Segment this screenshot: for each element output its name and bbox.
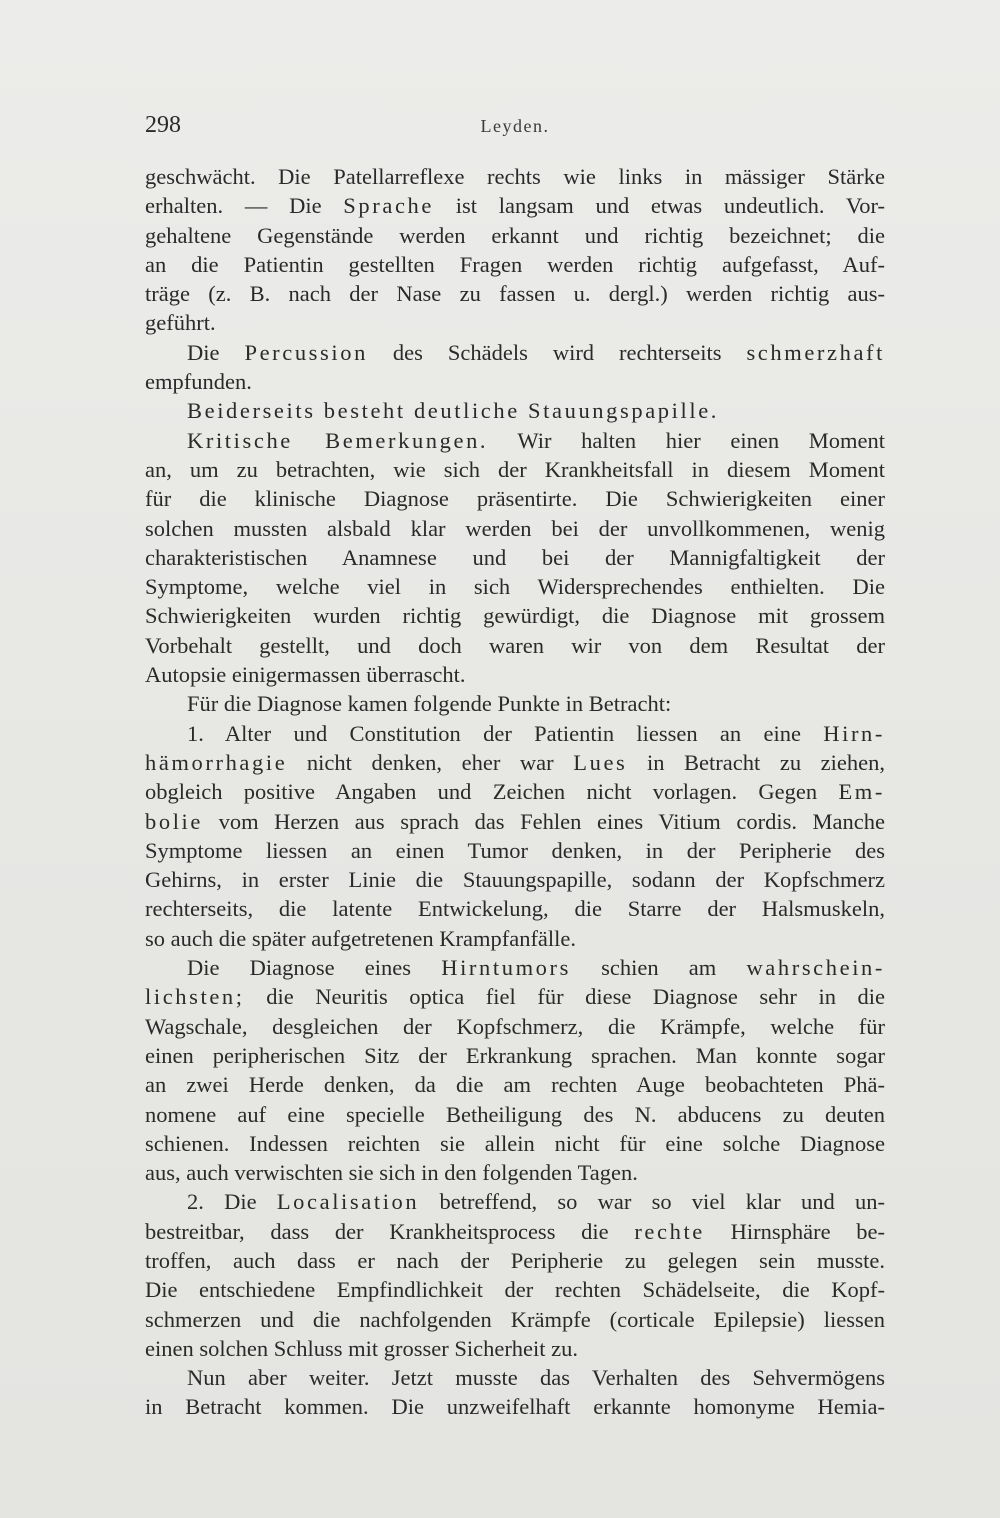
text-segment: Schwierigkeiten wurden richtig gewürdigt, die Diagnose mit grossem	[145, 603, 885, 629]
text-line	[145, 689, 885, 718]
text-line	[145, 455, 885, 484]
text-line	[145, 894, 885, 923]
text-segment: für die klinische Diagnose präsentirte. Die Schwierigkeiten einer	[145, 486, 885, 512]
spaced-emphasis: Sprache	[343, 193, 434, 219]
text-segment: 2. Die	[187, 1189, 277, 1215]
spaced-emphasis: bolie	[145, 808, 203, 834]
spaced-emphasis: lichsten;	[145, 984, 245, 1010]
text-segment: charakteristischen Anamnese und bei der Mannigfaltigkeit der	[145, 544, 885, 570]
text-line	[145, 1041, 885, 1070]
text-segment: gehaltene Gegenstände werden erkannt und richtig bezeichnet; die	[145, 222, 885, 248]
text-line	[145, 777, 885, 806]
text-line	[145, 191, 885, 220]
text-line	[145, 1392, 885, 1421]
text-segment: des Schädels wird rechterseits	[367, 339, 747, 365]
text-segment: an die Patientin gestellten Fragen werden richtig aufgefasst, Auf-	[145, 251, 885, 277]
text-segment: empfunden.	[145, 369, 252, 395]
text-segment: obgleich positive Angaben und Zeichen nicht vorlagen. Gegen	[145, 779, 839, 805]
text-segment: an, um zu betrachten, wie sich der Krankheitsfall in diesem Moment	[145, 456, 885, 482]
spaced-emphasis: Em-	[838, 779, 885, 805]
text-line	[145, 748, 885, 777]
page-header	[145, 112, 885, 142]
text-segment: erhalten. — Die	[145, 193, 344, 219]
text-line	[145, 1275, 885, 1304]
text-segment: Hirnsphäre be-	[704, 1218, 885, 1244]
spaced-emphasis: Hirntumors	[441, 955, 571, 981]
spaced-emphasis: Lues	[573, 749, 628, 775]
text-segment: schien am	[570, 955, 747, 981]
text-segment: träge (z. B. nach der Nase zu fassen u. dergl.) werden richtig aus-	[145, 281, 885, 307]
text-line	[145, 660, 885, 689]
text-segment: so auch die später aufgetretenen Krampfanfälle.	[145, 925, 577, 951]
text-line	[145, 572, 885, 601]
text-line	[145, 1070, 885, 1099]
text-line	[145, 719, 885, 748]
text-segment: in Betracht kommen. Die unzweifelhaft erkannte homonyme Hemia-	[145, 1394, 885, 1420]
text-segment: schienen. Indessen reichten sie allein nicht für eine solche Diagnose	[145, 1130, 885, 1156]
text-segment: schmerzen und die nachfolgenden Krämpfe (corticale Epilepsie) liessen	[145, 1306, 885, 1332]
text-line	[145, 836, 885, 865]
text-segment: nicht denken, eher war	[287, 749, 574, 775]
text-segment: Symptome, welche viel in sich Widersprechendes enthielten. Die	[145, 574, 885, 600]
text-segment: Die	[187, 339, 245, 365]
spaced-emphasis: hämorrhagie	[145, 749, 288, 775]
text-line	[145, 250, 885, 279]
spaced-emphasis: schmerzhaft	[746, 339, 885, 365]
text-segment: troffen, auch dass er nach der Peripherie zu gelegen sein musste.	[145, 1247, 885, 1273]
text-segment: aus, auch verwischten sie sich in den folgenden Tagen.	[145, 1160, 638, 1186]
text-segment: Symptome liessen an einen Tumor denken, in der Peripherie des	[145, 837, 885, 863]
page-number: 298	[145, 112, 181, 138]
text-segment: Vorbehalt gestellt, und doch waren wir von dem Resultat der	[145, 632, 885, 658]
text-line	[145, 807, 885, 836]
text-line	[145, 1012, 885, 1041]
text-segment: einen peripherischen Sitz der Erkrankung sprachen. Man konnte sogar	[145, 1042, 885, 1068]
spaced-emphasis: wahrschein-	[746, 955, 886, 981]
text-line	[145, 396, 885, 425]
text-segment: bestreitbar, dass der Krankheitsprocess die	[145, 1218, 635, 1244]
text-line	[145, 924, 885, 953]
text-line	[145, 543, 885, 572]
text-segment: solchen mussten alsbald klar werden bei der unvollkommenen, wenig	[145, 515, 885, 541]
text-line	[145, 426, 885, 455]
text-segment: in Betracht zu ziehen,	[627, 749, 885, 775]
body-text	[145, 162, 885, 1422]
text-line	[145, 367, 885, 396]
text-segment: ist langsam und etwas undeutlich. Vor-	[433, 193, 885, 219]
text-line	[145, 953, 885, 982]
text-line	[145, 1334, 885, 1363]
text-segment: Die entschiedene Empfindlichkeit der rechten Schädelseite, die Kopf-	[145, 1277, 885, 1303]
text-segment: einen solchen Schluss mit grosser Sicherheit zu.	[145, 1335, 579, 1361]
text-line	[145, 162, 885, 191]
text-line	[145, 1305, 885, 1334]
text-segment: geführt.	[145, 310, 216, 336]
text-segment: Autopsie einigermassen überrascht.	[145, 662, 466, 688]
spaced-emphasis: Beiderseits besteht deutliche Stauungspapille.	[187, 398, 720, 424]
text-line	[145, 631, 885, 660]
text-segment: Wagschale, desgleichen der Kopfschmerz, die Krämpfe, welche für	[145, 1013, 885, 1039]
text-line	[145, 221, 885, 250]
text-segment: Gehirns, in erster Linie die Stauungspapille, sodann der Kopfschmerz	[145, 867, 885, 893]
text-line	[145, 279, 885, 308]
text-line	[145, 1100, 885, 1129]
spaced-emphasis: Hirn-	[823, 720, 885, 746]
text-segment: die Neuritis optica fiel für diese Diagnose sehr in die	[244, 984, 885, 1010]
text-line	[145, 865, 885, 894]
text-line	[145, 1158, 885, 1187]
text-segment: vom Herzen aus sprach das Fehlen eines Vitium cordis. Manche	[203, 808, 885, 834]
text-line	[145, 514, 885, 543]
text-line	[145, 1246, 885, 1275]
text-line	[145, 484, 885, 513]
text-segment: Nun aber weiter. Jetzt musste das Verhalten des Sehvermögens	[187, 1365, 885, 1391]
text-segment: an zwei Herde denken, da die am rechten Auge beobachteten Phä-	[145, 1072, 885, 1098]
text-line	[145, 982, 885, 1011]
text-segment: nomene auf eine specielle Betheiligung des N. abducens zu deuten	[145, 1101, 885, 1127]
spaced-emphasis: Percussion	[244, 339, 368, 365]
text-line	[145, 338, 885, 367]
running-head: Leyden.	[480, 116, 550, 136]
text-line	[145, 1187, 885, 1216]
text-line	[145, 1363, 885, 1392]
text-line	[145, 308, 885, 337]
text-segment: 1. Alter und Constitution der Patientin liessen an eine	[187, 720, 824, 746]
text-line	[145, 1217, 885, 1246]
spaced-emphasis: Localisation	[276, 1189, 420, 1215]
text-segment: rechterseits, die latente Entwickelung, die Starre der Halsmuskeln,	[145, 896, 885, 922]
text-segment: Für die Diagnose kamen folgende Punkte in Betracht:	[187, 691, 672, 717]
spaced-emphasis: Kritische Bemerkungen.	[187, 427, 489, 453]
text-segment: betreffend, so war so viel klar und un-	[419, 1189, 885, 1215]
text-segment: geschwächt. Die Patellarreflexe rechts wie links in mässiger Stärke	[145, 164, 885, 189]
text-line	[145, 1129, 885, 1158]
text-segment: Die Diagnose eines	[187, 955, 442, 981]
spaced-emphasis: rechte	[634, 1218, 705, 1244]
text-segment: Wir halten hier einen Moment	[488, 427, 885, 453]
text-line	[145, 601, 885, 630]
